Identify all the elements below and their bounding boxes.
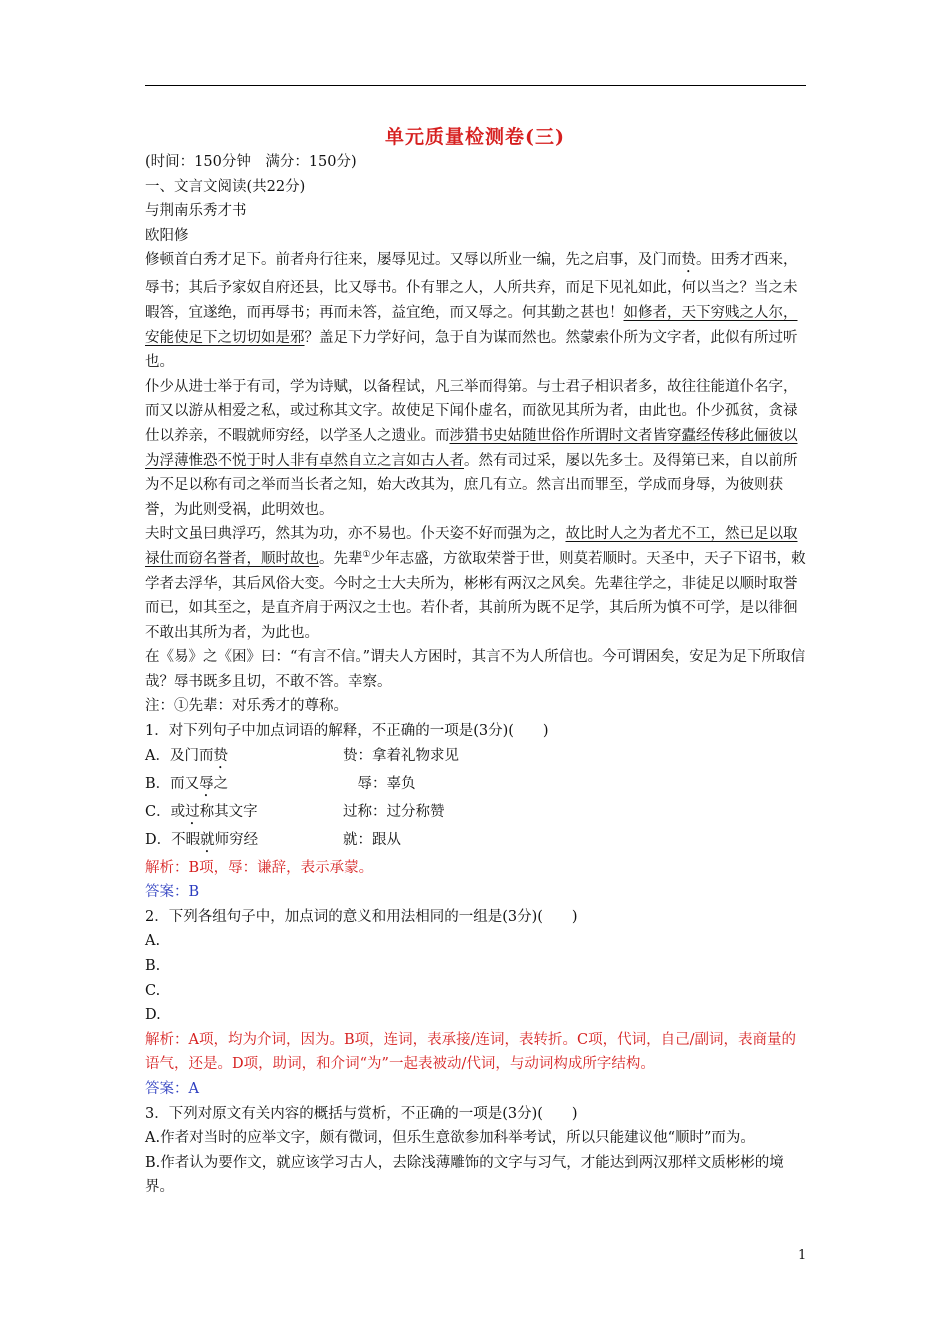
question-1-answer: 答案：B — [145, 884, 200, 901]
question-1-option-b: B．而又辱之 辱：辜负 — [145, 775, 416, 792]
section-heading: 一、文言文阅读(共22分) — [145, 178, 306, 195]
question-2-analysis: 解析：A项，均为介词，因为。B项，连词，表承接/连词，表转折。C项，代词，自己/副词，表商量的语气，还是。D项，助词，和介词“为”一起表被动/代词，与动词构成所字结构。 — [145, 1031, 796, 1073]
exam-meta: (时间：150分钟 满分：150分) — [145, 154, 357, 170]
page-number: 1 — [798, 1248, 807, 1263]
essay-author: 欧阳修 — [145, 227, 189, 244]
question-1-option-d: D．不暇就师穷经 就：跟从 — [145, 831, 401, 848]
question-3-option-b: B.作者认为要作文，就应该学习古人，去除浅薄雕饰的文字与习气，才能达到两汉那样文质彬彬的境界。 — [145, 1154, 784, 1196]
question-2-answer: 答案：A — [145, 1081, 199, 1097]
question-2-option-b: B. — [145, 958, 161, 975]
question-2-option-c: C. — [145, 982, 161, 999]
passage-paragraph-3: 夫时文虽曰典浮巧，然其为功，亦不易也。仆天姿不好而强为之，故比时人之为者尤不工，然已足以取禄仕而窃名誉者，顺时故也。先辈①少年志盛，方欲取荣誉于世，则莫若顺时。天圣中，天子下诏书，敕学者去浮华，其后风俗大变。今时之士大夫所为，彬彬有两汉之风矣。先辈往学之，非徒足以顺时取誉而已，如其至之，是直齐肩于两汉之士也。若仆者，其前所为既不足学，其后所为慎不可学，是以徘徊不敢出其所为者，为此也。 — [145, 526, 806, 641]
passage-paragraph-4: 在《易》之《困》曰：“有言不信。”谓夫人方困时，其言不为人所信也。今可谓困矣，安足为足下所取信哉？辱书既多且切，不敢不答。幸察。 — [145, 649, 806, 690]
dotted-word: 贽 — [681, 252, 696, 269]
question-2-stem: 2．下列各组句子中，加点词的意义和用法相同的一组是(3分)( ) — [145, 908, 578, 925]
question-1-option-a: A．及门而贽 贽：拿着礼物求见 — [145, 747, 459, 764]
footnote-marker: ① — [362, 550, 371, 561]
question-2-option-d: D. — [145, 1007, 161, 1024]
passage-paragraph-2: 仆少从进士举于有司，学为诗赋，以备程试，凡三举而得第。与士君子相识者多，故往往能道仆名字，而又以游从相爱之私，或过称其文字。故使足下闻仆虚名，而欲见其所为者，由此也。仆少孤贫，贪禄仕以养亲，不暇就师穷经，以学圣人之遗业。而涉猎书史姑随世俗作所谓时文者皆穿蠹经传移此俪彼以为浮薄惟恐不悦于时人非有卓然自立之言如古人者。然有司过采，屡以先多士。及得第已来，自以前所为不足以称有司之举而当长者之知，始大改其为，庶几有立。然言出而罪至，学成而身辱，为彼则获誉，为此则受祸，此明效也。 — [145, 378, 798, 518]
underlined-sentence: 故比时人之为者尤不工，然已足以取禄仕而窃名誉者，顺时故也 — [145, 526, 798, 567]
passage-paragraph-1: 修顿首白秀才足下。前者舟行往来，屡辱见过。又辱以所业一编，先之启事，及门而贽。田秀才西来，辱书；其后予家奴自府还县，比又辱书。仆有罪之人，人所共弃，而足下见礼如此，何以当之？当之未暇答，宜遂绝，而再辱书；再而未答，益宜绝，而又辱之。何其勤之甚也！如修者，天下穷贱之人尔，安能使足下之切切如是邪？盖足下力学好问，急于自为谋而然也。然蒙索仆所为文字者，此似有所过听也。 — [145, 252, 798, 371]
question-3-stem: 3．下列对原文有关内容的概括与赏析，不正确的一项是(3分)( ) — [145, 1105, 578, 1122]
essay-title: 与荆南乐秀才书 — [145, 203, 247, 220]
page-title: 单元质量检测卷(三) — [385, 126, 565, 148]
question-1-analysis: 解析：B项，辱：谦辞，表示承蒙。 — [145, 859, 374, 876]
question-3-option-a: A.作者对当时的应举文字，颇有微词，但乐生意欲参加科举考试，所以只能建议他“顺时”而为。 — [145, 1130, 755, 1147]
footnote: 注：①先辈：对乐秀才的尊称。 — [145, 698, 348, 715]
question-1-stem: 1．对下列句子中加点词语的解释，不正确的一项是(3分)( ) — [145, 723, 549, 740]
question-1-option-c: C．或过称其文字 过称：过分称赞 — [145, 803, 445, 820]
question-2-option-a: A. — [145, 933, 161, 950]
header-rule — [145, 85, 806, 86]
underlined-sentence: 如修者，天下穷贱之人尔，安能使足下之切切如是邪 — [145, 304, 798, 346]
document-body — [145, 150, 809, 1200]
underlined-sentence: 涉猎书史姑随世俗作所谓时文者皆穿蠹经传移此俪彼以为浮薄惟恐不悦于时人非有卓然自立之言如古人者 — [145, 427, 798, 469]
